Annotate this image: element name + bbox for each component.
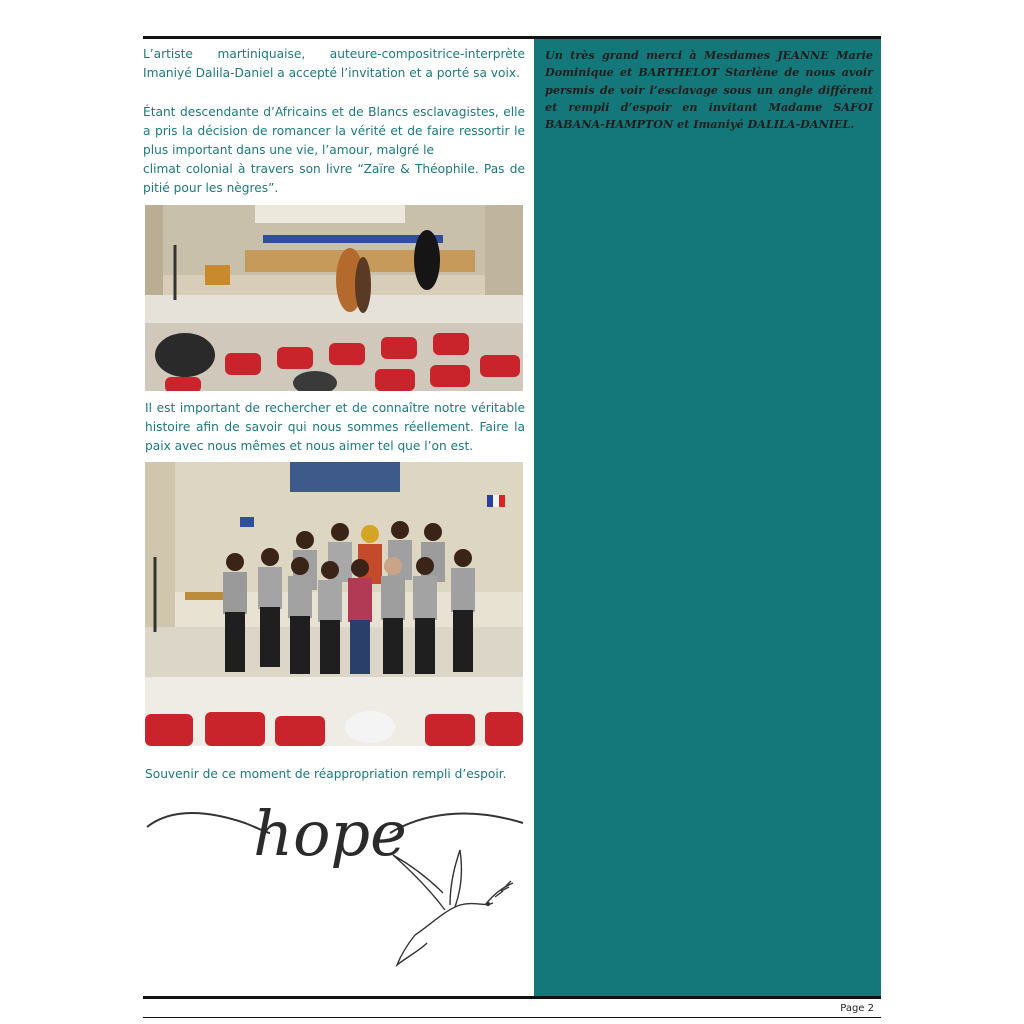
paragraph-artist: L’artiste martiniquaise, auteure-compositrice-interprète Imaniyé Dalila-Daniel a accepté l’invitation et a porté sa voix. — [143, 47, 525, 80]
hope-word: hope — [253, 797, 407, 870]
hope-illustration — [145, 775, 525, 970]
paragraph-history: Il est important de rechercher et de connaître notre véritable histoire afin de savoir qui nous sommes réellement. Faire la paix avec nous mêmes et nous aimer tel que l’on est. — [145, 401, 525, 453]
sidebar-thanks: Un très grand merci à Mesdames JEANNE Marie Dominique et BARTHELOT Starlène de nous avoir persmis de voir l’esclavage sous un angle différent et rempli d’espoir en invitant Madame SAFOI BABANA-HAMPTON et Imaniyé DALILA-DANIEL. — [545, 48, 873, 132]
photo-lecture-hall — [145, 205, 523, 391]
dove-icon — [393, 850, 513, 965]
paragraph-heritage — [143, 103, 525, 198]
page-number: Page 2 — [840, 1003, 874, 1014]
photo-group — [145, 462, 523, 746]
sidebar-panel — [534, 39, 881, 996]
paragraph-heritage-part2: climat colonial à travers son livre “Zaïre & Théophile. Pas de pitié pour les nègres”. — [143, 162, 525, 195]
paragraph-heritage-part1: Étant descendante d’Africains et de Blancs esclavagistes, elle a pris la décision de romancer la vérité et de faire ressortir le plus important dans une vie, l’amour, malgré le — [143, 105, 525, 157]
photo-caption: Souvenir de ce moment de réappropriation rempli d’espoir. — [145, 767, 507, 782]
bottom-rule — [143, 996, 881, 999]
footer-rule — [143, 1017, 881, 1018]
